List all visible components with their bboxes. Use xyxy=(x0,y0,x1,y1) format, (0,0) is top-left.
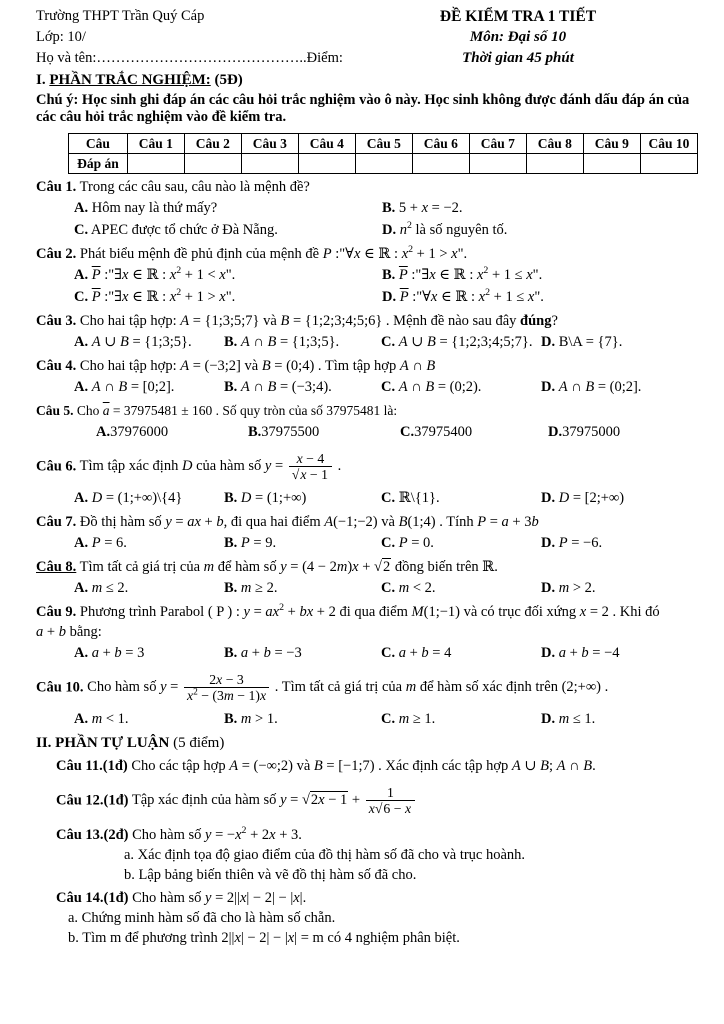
option-text: Hôm nay là thứ mấy? xyxy=(88,200,218,216)
option-letter: B. xyxy=(224,534,238,551)
option-letter: C. xyxy=(381,579,396,596)
option-d xyxy=(541,376,698,398)
answer-table-header-cell: Câu 9 xyxy=(583,134,640,154)
question-text: Cho hàm số y = $\frac{2x - 3}{x^2 - (3m - 1)x}$ . Tìm tất cả giá trị của m để hàm số xác định trên (2;+∞) . xyxy=(83,671,609,704)
option-text: D = (1;+∞)\{4} xyxy=(91,489,183,506)
answer-table-header-cell: Câu 8 xyxy=(526,134,583,154)
essay-subpart-a: a. Xác định tọa độ giao điểm của đồ thị hàm số đã cho và trục hoành. xyxy=(124,846,526,863)
answer-cell-empty xyxy=(355,154,412,174)
option-text: 37975000 xyxy=(562,424,621,440)
option-text: A ∩ B = (0;2). xyxy=(398,379,482,395)
option-letter: C. xyxy=(381,334,396,350)
option-letter: C. xyxy=(381,710,396,727)
answer-cell-empty xyxy=(469,154,526,174)
question-cau-4 xyxy=(36,356,698,398)
question-text: Tìm tập xác định D của hàm số y = $\frac{x - 4}{√x - 1}$ . xyxy=(76,451,342,483)
option-text: m > 2. xyxy=(558,579,596,596)
option-c xyxy=(381,331,541,353)
option-text: a + b = −4 xyxy=(558,644,620,661)
option-a xyxy=(74,264,382,286)
option-a xyxy=(74,577,224,599)
question-cau-8 xyxy=(36,557,698,599)
answer-cell-empty xyxy=(583,154,640,174)
school-name: Trường THPT Trần Quý Cáp xyxy=(36,8,205,24)
options-row xyxy=(36,421,698,443)
option-a xyxy=(74,642,224,664)
answer-cell-empty xyxy=(640,154,697,174)
option-text: P = 0. xyxy=(398,534,434,551)
option-a xyxy=(74,532,224,554)
option-text: A ∩ B = (0;2]. xyxy=(558,379,642,395)
option-a xyxy=(74,708,224,730)
question-label: Câu 7. xyxy=(36,513,77,530)
question-text: Đồ thị hàm số y = ax + b, đi qua hai điểm A(−1;−2) và B(1;4) . Tính P = a + 3b xyxy=(76,513,539,530)
option-letter: C. xyxy=(381,379,396,395)
answer-table-header-cell: Câu xyxy=(69,134,128,154)
option-c xyxy=(381,708,541,730)
option-letter: B. xyxy=(224,710,238,727)
question-stem xyxy=(36,244,698,264)
essay-section xyxy=(36,756,698,948)
answer-table-header-row xyxy=(69,134,698,154)
answer-table-header-cell: Câu 4 xyxy=(298,134,355,154)
question-stem xyxy=(36,557,698,577)
option-letter: C. xyxy=(381,534,396,551)
exam-title: ĐỀ KIỂM TRA 1 TIẾT xyxy=(439,8,597,25)
header-left-block xyxy=(36,6,384,69)
section-1-number: I. xyxy=(36,72,50,88)
question-cau-3 xyxy=(36,311,698,353)
exam-duration: Thời gian 45 phút xyxy=(462,50,574,66)
option-text: a + b = −3 xyxy=(240,644,302,661)
option-d xyxy=(541,642,698,664)
options-row xyxy=(36,376,698,398)
option-letter: B. xyxy=(224,379,238,395)
section-2-heading xyxy=(36,733,698,753)
question-stem xyxy=(36,512,698,532)
question-cau-14 xyxy=(36,888,698,948)
option-text: a + b = 4 xyxy=(398,644,452,661)
essay-question-label: Câu 13.(2đ) xyxy=(56,826,129,843)
essay-subpart-b: b. Lập bảng biến thiên và vẽ đồ thị hàm số đã cho. xyxy=(124,866,417,883)
option-a xyxy=(74,331,224,353)
section-2-title: II. PHẦN TỰ LUẬN xyxy=(36,734,170,751)
question-cau-13 xyxy=(36,825,698,885)
option-text: m ≥ 1. xyxy=(398,710,436,727)
name-score-line: Họ và tên:……………………………………..Điểm: xyxy=(36,50,343,66)
question-label: Câu 8. xyxy=(36,558,77,575)
option-text: A ∪ B = {1;3;5}. xyxy=(91,334,192,350)
question-text: Cho hai tập hợp: A = {1;3;5;7} và B = {1;2;3;4;5;6} . Mệnh đề nào sau đây đúng? xyxy=(76,313,558,329)
option-d xyxy=(541,577,698,599)
option-text: 37975400 xyxy=(414,424,473,440)
option-text: 37976000 xyxy=(110,424,169,440)
answer-table-header-cell: Câu 2 xyxy=(184,134,241,154)
question-label: Câu 5. xyxy=(36,403,74,418)
section-1-title: PHẦN TRẮC NGHIỆM: xyxy=(49,72,211,88)
essay-question-text: Tập xác định của hàm số y = √2x − 1 + $\frac{1}{x√6 - x}$ xyxy=(129,792,418,808)
option-text: m < 1. xyxy=(91,710,129,727)
option-text: A ∩ B = (−3;4). xyxy=(240,379,332,395)
option-letter: A. xyxy=(74,579,89,596)
question-cau-2 xyxy=(36,244,698,308)
options-row xyxy=(36,708,698,730)
option-c xyxy=(381,577,541,599)
option-c xyxy=(400,421,548,443)
option-letter: D. xyxy=(382,222,397,238)
answer-row-label-cell: Đáp án xyxy=(69,154,128,174)
essay-question-label: Câu 14.(1đ) xyxy=(56,889,129,906)
options-row xyxy=(36,642,698,664)
option-c xyxy=(74,219,382,241)
option-letter: A. xyxy=(74,710,89,727)
option-b xyxy=(224,708,381,730)
option-d xyxy=(541,708,698,730)
essay-subpart-a: a. Chứng minh hàm số đã cho là hàm số chẵn. xyxy=(68,909,336,926)
option-c xyxy=(381,487,541,509)
question-label: Câu 3. xyxy=(36,313,77,329)
option-d xyxy=(541,532,698,554)
option-b xyxy=(224,331,381,353)
question-cau-12 xyxy=(36,779,698,822)
option-letter: A. xyxy=(74,644,89,661)
question-label: Câu 2. xyxy=(36,246,77,262)
option-text: $\overline{P}$ :"∀x ∈ ℝ : $x^2 + 1 \le x$". xyxy=(399,287,544,305)
option-letter: B. xyxy=(224,579,238,596)
option-letter: C. xyxy=(381,644,396,661)
question-stem xyxy=(36,311,698,331)
answer-table-header-cell: Câu 6 xyxy=(412,134,469,154)
option-letter: A. xyxy=(74,334,89,350)
options-row xyxy=(36,331,698,353)
option-text: m ≥ 2. xyxy=(240,579,278,596)
option-letter: D. xyxy=(382,289,397,305)
question-cau-5 xyxy=(36,401,698,443)
option-letter: A. xyxy=(74,379,89,395)
answer-table xyxy=(68,133,698,174)
option-text: A ∪ B = {1;2;3;4;5;7}. xyxy=(398,334,533,350)
options-row xyxy=(36,532,698,554)
question-text: Cho hai tập hợp: A = (−3;2] và B = (0;4) . Tìm tập hợp A ∩ B xyxy=(76,358,436,374)
option-text: A ∩ B = {1;3;5}. xyxy=(240,334,340,350)
answer-cell-empty xyxy=(241,154,298,174)
options-row xyxy=(36,197,698,241)
question-label: Câu 4. xyxy=(36,358,77,374)
option-c xyxy=(74,286,382,308)
option-letter: C. xyxy=(381,489,396,506)
options-row xyxy=(36,487,698,509)
essay-question-line xyxy=(56,758,596,774)
question-label: Câu 1. xyxy=(36,179,77,195)
question-stem xyxy=(36,602,698,642)
option-b xyxy=(224,376,381,398)
essay-question-label: Câu 12.(1đ) xyxy=(56,791,129,808)
option-a xyxy=(74,376,224,398)
option-text: 37975500 xyxy=(261,424,320,440)
option-d xyxy=(548,421,698,443)
question-cau-10 xyxy=(36,667,698,730)
answer-cell-empty xyxy=(184,154,241,174)
option-letter: D. xyxy=(541,579,556,596)
option-letter: C. xyxy=(400,424,415,440)
option-letter: A. xyxy=(74,267,89,283)
option-text: P = 9. xyxy=(240,534,277,551)
option-c xyxy=(381,532,541,554)
option-text: D = [2;+∞) xyxy=(558,489,625,506)
option-text: P = 6. xyxy=(91,534,127,551)
option-letter: B. xyxy=(382,267,396,283)
option-b xyxy=(382,197,698,219)
section-1-heading xyxy=(36,70,698,90)
essay-question-line xyxy=(56,779,698,822)
option-d xyxy=(541,487,698,509)
option-a xyxy=(96,421,248,443)
option-letter: B. xyxy=(224,644,238,661)
option-text: m < 2. xyxy=(398,579,436,596)
option-text: $\overline{P}$ :"∃x ∈ ℝ : $x^2 + 1 > x$". xyxy=(91,287,236,305)
option-text: a + b = 3 xyxy=(91,644,145,661)
option-text: APEC được tổ chức ở Đà Nẵng. xyxy=(88,222,278,238)
option-b xyxy=(224,642,381,664)
question-text: Cho $\overline{a} = 37975481 \pm 160$ . Số quy tròn của số 37975481 là: xyxy=(73,403,398,418)
option-letter: B. xyxy=(248,424,262,440)
option-letter: D. xyxy=(541,489,556,506)
answer-cell-empty xyxy=(412,154,469,174)
option-letter: A. xyxy=(74,534,89,551)
answer-table-header-cell: Câu 10 xyxy=(640,134,697,154)
answer-cell-empty xyxy=(526,154,583,174)
option-text: D = (1;+∞) xyxy=(240,489,307,506)
option-letter: B. xyxy=(382,200,396,216)
option-text: 5 + x = −2. xyxy=(395,200,463,216)
option-text: m ≤ 1. xyxy=(558,710,596,727)
option-b xyxy=(224,577,381,599)
class-line: Lớp: 10/ xyxy=(36,29,86,45)
option-letter: D. xyxy=(541,710,556,727)
option-d xyxy=(541,331,698,353)
option-letter: D. xyxy=(541,334,556,350)
option-letter: B. xyxy=(224,334,238,350)
document-header xyxy=(36,6,698,69)
essay-subpart-b: b. Tìm m để phương trình 2||x| − 2| − |x| = m có 4 nghiệm phân biệt. xyxy=(68,929,460,946)
section-2-points: (5 điểm) xyxy=(169,734,225,751)
option-d xyxy=(382,219,698,241)
option-letter: D. xyxy=(541,534,556,551)
multiple-choice-section xyxy=(36,177,698,730)
option-c xyxy=(381,376,541,398)
answer-cell-empty xyxy=(298,154,355,174)
exam-subject: Môn: Đại số 10 xyxy=(469,29,567,45)
option-text: A ∩ B = [0;2]. xyxy=(91,379,175,395)
essay-question-line xyxy=(56,890,306,906)
question-label: Câu 9. xyxy=(36,603,77,620)
option-letter: D. xyxy=(541,644,556,661)
question-text: Tìm tất cả giá trị của m để hàm số y = (4 − 2m)x + √2 đồng biến trên ℝ. xyxy=(76,558,498,575)
option-letter: A. xyxy=(96,424,111,440)
option-a xyxy=(74,487,224,509)
answer-table-header-cell: Câu 7 xyxy=(469,134,526,154)
essay-question-text: Cho các tập hợp A = (−∞;2) và B = [−1;7) . Xác định các tập hợp A ∪ B; A ∩ B. xyxy=(127,757,596,774)
option-letter: D. xyxy=(548,424,563,440)
header-right-block xyxy=(384,6,652,69)
question-stem xyxy=(36,356,698,376)
option-a xyxy=(74,197,382,219)
question-cau-11 xyxy=(36,756,698,776)
option-text: $n^2$ là số nguyên tố. xyxy=(399,220,508,238)
option-letter: A. xyxy=(74,200,89,216)
question-cau-9 xyxy=(36,602,698,664)
option-b xyxy=(224,487,381,509)
question-stem xyxy=(36,667,698,708)
option-d xyxy=(382,286,698,308)
question-label: Câu 10. xyxy=(36,679,84,696)
essay-question-text: Cho hàm số $y = -x^2 + 2x + 3$. xyxy=(128,824,302,843)
question-cau-1 xyxy=(36,177,698,241)
option-letter: D. xyxy=(541,379,556,395)
answer-table-answer-row xyxy=(69,154,698,174)
question-cau-7 xyxy=(36,512,698,554)
question-stem xyxy=(36,401,698,421)
question-cau-6 xyxy=(36,446,698,509)
option-text: ℝ\{1}. xyxy=(395,489,440,506)
answer-cell-empty xyxy=(127,154,184,174)
essay-question-line xyxy=(56,824,302,843)
option-c xyxy=(381,642,541,664)
option-b xyxy=(224,532,381,554)
answer-table-header-cell: Câu 3 xyxy=(241,134,298,154)
instruction-note: Chú ý: Học sinh ghi đáp án các câu hỏi trắc nghiệm vào ô này. Học sinh không được đánh dấu đáp án của các câu hỏi trắc nghiệm vào đề kiểm tra. xyxy=(36,92,690,125)
option-text: B\A = {7}. xyxy=(555,334,623,350)
section-1-points: (5Đ) xyxy=(210,72,243,88)
option-text: P = −6. xyxy=(558,534,603,551)
essay-question-text: Cho hàm số y = 2||x| − 2| − |x|. xyxy=(128,889,307,906)
option-text: $\overline{P}$ :"∃x ∈ ℝ : $x^2 + 1 < x$". xyxy=(91,265,236,283)
option-text: m > 1. xyxy=(240,710,278,727)
option-b xyxy=(248,421,400,443)
question-text: Phương trình Parabol ( P ) : $y = ax^2$ + bx + 2 đi qua điểm M(1;−1) và có trục đối xứng x = 2 . Khi đó a + b bằng: xyxy=(36,602,660,640)
answer-table-header-cell: Câu 1 xyxy=(127,134,184,154)
question-stem xyxy=(36,446,698,487)
options-row xyxy=(36,264,698,308)
option-text: $\overline{P}$ :"∃x ∈ ℝ : $x^2 + 1 \le x$". xyxy=(398,265,543,283)
question-text: Phát biểu mệnh đề phủ định của mệnh đề P :"∀x ∈ ℝ : $x^2 + 1 > x$". xyxy=(76,244,468,262)
options-row xyxy=(36,577,698,599)
option-letter: C. xyxy=(74,289,89,305)
option-letter: B. xyxy=(224,489,238,506)
question-text: Trong các câu sau, câu nào là mệnh đề? xyxy=(76,179,310,195)
question-label: Câu 6. xyxy=(36,458,77,475)
essay-question-label: Câu 11.(1đ) xyxy=(56,757,128,774)
answer-table-header-cell: Câu 5 xyxy=(355,134,412,154)
option-b xyxy=(382,264,698,286)
question-stem xyxy=(36,177,698,197)
option-letter: C. xyxy=(74,222,89,238)
option-letter: A. xyxy=(74,489,89,506)
option-text: m ≤ 2. xyxy=(91,579,129,596)
